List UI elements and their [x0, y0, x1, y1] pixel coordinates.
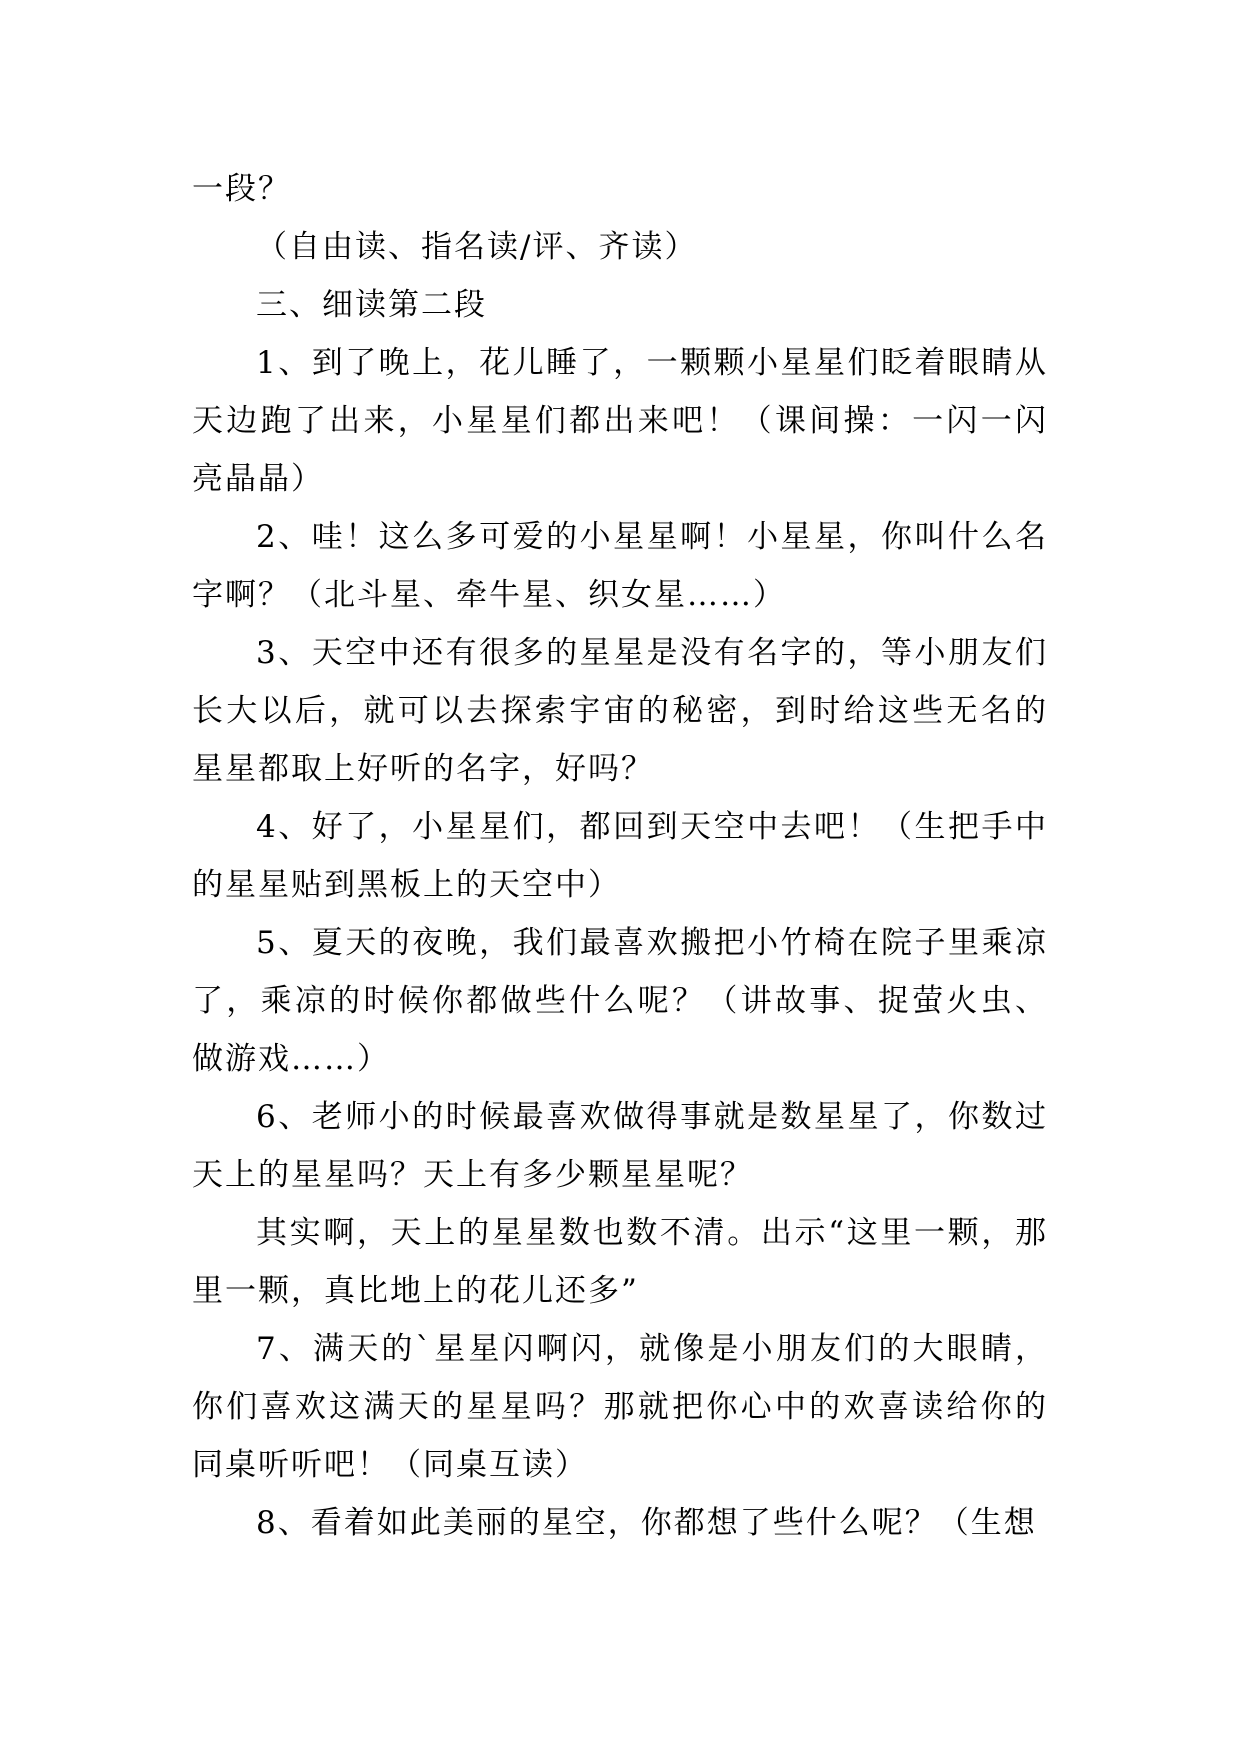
- paragraph: （自由读、指名读/评、齐读）: [256, 229, 698, 265]
- paragraph: 1、到了晚上，花儿睡了，一颗颗小星星们眨着眼睛从天边跑了出来，小星星们都出来吧！（课间操：一闪一闪亮晶晶）: [192, 345, 1048, 497]
- document-body: [192, 160, 1048, 1552]
- paragraph: 其实啊，天上的星星数也数不清。出示“这里一颗，那里一颗，真比地上的花儿还多”: [192, 1215, 1048, 1309]
- paragraph: 5、夏天的夜晚，我们最喜欢搬把小竹椅在院子里乘凉了，乘凉的时候你都做些什么呢？（讲故事、捉萤火虫、做游戏……）: [192, 925, 1048, 1077]
- paragraph: 2、哇！这么多可爱的小星星啊！小星星，你叫什么名字啊？（北斗星、牵牛星、织女星……）: [192, 519, 1048, 613]
- paragraph: 6、老师小的时候最喜欢做得事就是数星星了，你数过天上的星星吗？天上有多少颗星星呢？: [192, 1099, 1048, 1193]
- paragraph: 8、看着如此美丽的星空，你都想了些什么呢？（生想: [256, 1505, 1037, 1541]
- paragraph: 一段？: [192, 171, 291, 207]
- paragraph: 3、天空中还有很多的星星是没有名字的，等小朋友们长大以后，就可以去探索宇宙的秘密，到时给这些无名的星星都取上好听的名字，好吗？: [192, 635, 1048, 787]
- paragraph: 7、满天的`星星闪啊闪，就像是小朋友们的大眼睛，你们喜欢这满天的星星吗？那就把你心中的欢喜读给你的同桌听听吧！（同桌互读）: [192, 1331, 1048, 1483]
- paragraph: 4、好了，小星星们，都回到天空中去吧！（生把手中的星星贴到黑板上的天空中）: [192, 809, 1048, 903]
- section-heading: 三、细读第二段: [256, 287, 487, 323]
